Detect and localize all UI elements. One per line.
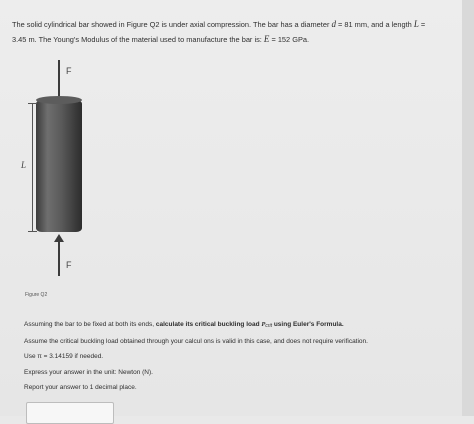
intro-text-1: The solid cylindrical bar showed in Figure Q2 is under axial compression. The bar has a diameter <box>12 20 332 29</box>
force-arrow-bottom-head <box>54 234 64 242</box>
question-line-1-text: Assuming the bar to be fixed at both its ends, <box>24 321 156 328</box>
cylindrical-bar-top <box>36 96 82 104</box>
length-dimension-line <box>32 103 33 231</box>
force-label-top: F <box>66 66 72 76</box>
cylindrical-bar <box>36 100 82 232</box>
length-symbol: L <box>413 19 419 29</box>
question-line-2: Assume the critical buckling load obtained through your calcul ons is valid in this case, and does not require verification. <box>24 337 368 345</box>
question-line-5: Report your answer to 1 decimal place. <box>24 384 137 392</box>
force-arrow-bottom <box>58 240 60 276</box>
critical-load-symbol: P <box>261 321 266 328</box>
question-line-1-bold-2: using Euler's Formula. <box>272 321 344 328</box>
intro-text-5: = 152 GPa. <box>269 35 310 44</box>
page-edge <box>462 0 474 416</box>
force-label-bottom: F <box>66 260 72 270</box>
question-line-3: Use π = 3.14159 if needed. <box>24 353 104 361</box>
youngs-modulus-symbol: E <box>263 34 270 44</box>
intro-text-4: 3.45 m. The Young's Modulus of the material used to manufacture the bar is: <box>12 35 264 44</box>
figure-q2 <box>20 60 140 300</box>
question-text <box>24 318 454 397</box>
length-dimension-cap-top <box>28 103 37 104</box>
critical-load-subscript: crit <box>265 323 273 329</box>
answer-input[interactable] <box>26 402 114 424</box>
length-dimension-cap-bottom <box>28 231 37 232</box>
length-label: L <box>21 160 27 170</box>
problem-statement <box>12 17 442 47</box>
question-line-1 <box>24 318 454 333</box>
intro-text-2: = 81 mm, and a length <box>335 20 414 29</box>
force-arrow-top <box>58 60 60 100</box>
intro-text-3: = <box>418 20 426 29</box>
figure-caption: Figure Q2 <box>25 292 48 298</box>
question-line-4: Express your answer in the unit: Newton (N). <box>24 368 153 376</box>
diameter-symbol: d <box>331 19 336 29</box>
question-line-1-bold: calculate its critical buckling load <box>155 321 262 328</box>
